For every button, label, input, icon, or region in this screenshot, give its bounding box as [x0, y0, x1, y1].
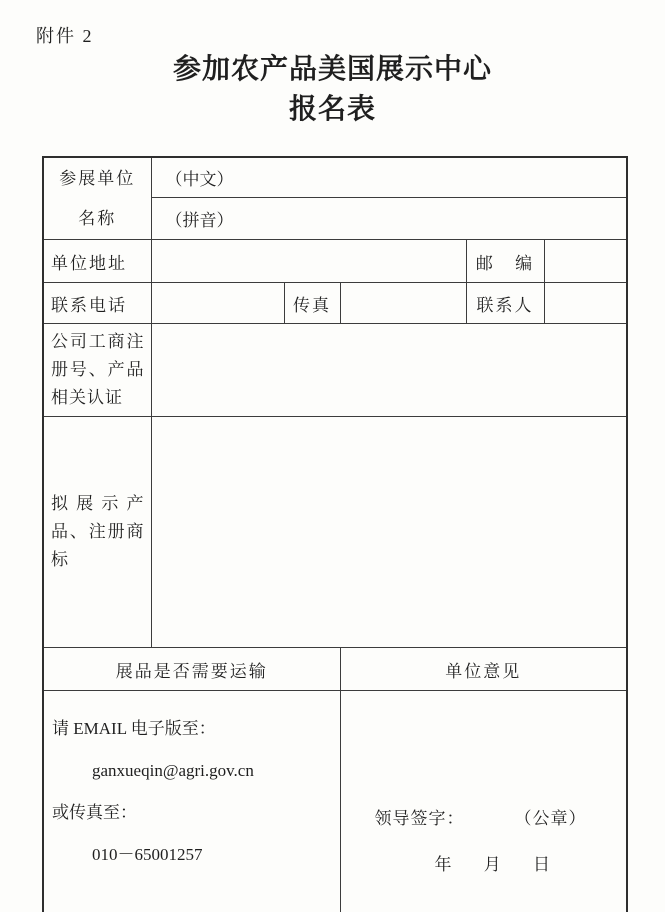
- field-postal-label: 邮 编: [466, 240, 544, 283]
- field-products-label: 拟展示产品、注册商标: [43, 417, 151, 648]
- cell-postal-input: [544, 240, 627, 283]
- cell-fax-input: [340, 283, 466, 324]
- leader-signature-label: 领导签字：: [374, 809, 465, 828]
- cell-products-input: [151, 417, 627, 648]
- unit-name-label-line1: 参展单位: [59, 168, 136, 188]
- fax-prompt-label: 或传真至：: [52, 803, 137, 822]
- cell-phone-input: [151, 283, 284, 324]
- form-title: [0, 50, 665, 130]
- fax-number-text: 010－65001257: [92, 845, 203, 864]
- attachment-number-label: 附件 2: [36, 26, 94, 46]
- cell-contact-input: [544, 283, 627, 324]
- signature-line: [375, 807, 623, 831]
- registration-form-table: [42, 156, 628, 912]
- cell-unit-name-pinyin: [151, 198, 627, 240]
- form-title-line2: 报名表: [288, 94, 376, 125]
- field-shipping-label: 展品是否需要运输: [43, 648, 340, 691]
- field-fax-label: 传真: [284, 283, 340, 324]
- official-seal-label: （公章）: [514, 809, 587, 828]
- date-line-label: 年 月 日: [434, 855, 551, 874]
- field-unit-name-label: [43, 157, 151, 240]
- cell-registration-input: [151, 324, 627, 417]
- field-phone-label: 联系电话: [43, 283, 151, 324]
- chinese-hint-label: （中文）: [165, 170, 234, 189]
- cell-address-input: [151, 240, 466, 283]
- pinyin-hint-label: （拼音）: [165, 211, 234, 230]
- cell-unit-name-chinese: [151, 157, 627, 198]
- email-address-text: ganxueqin@agri.gov.cn: [92, 761, 254, 780]
- unit-name-label-line2: 名称: [78, 208, 117, 228]
- field-contact-label: 联系人: [466, 283, 544, 324]
- email-prompt-label: 请 EMAIL 电子版至：: [52, 719, 216, 738]
- field-registration-label: 公司工商注册号、产品相关认证: [43, 324, 151, 417]
- cell-approval-area: [340, 691, 627, 912]
- cell-submission-instructions: [43, 691, 340, 912]
- field-opinion-label: 单位意见: [340, 648, 627, 691]
- form-title-line1: 参加农产品美国展示中心: [172, 54, 492, 85]
- field-address-label: 单位地址: [43, 240, 151, 283]
